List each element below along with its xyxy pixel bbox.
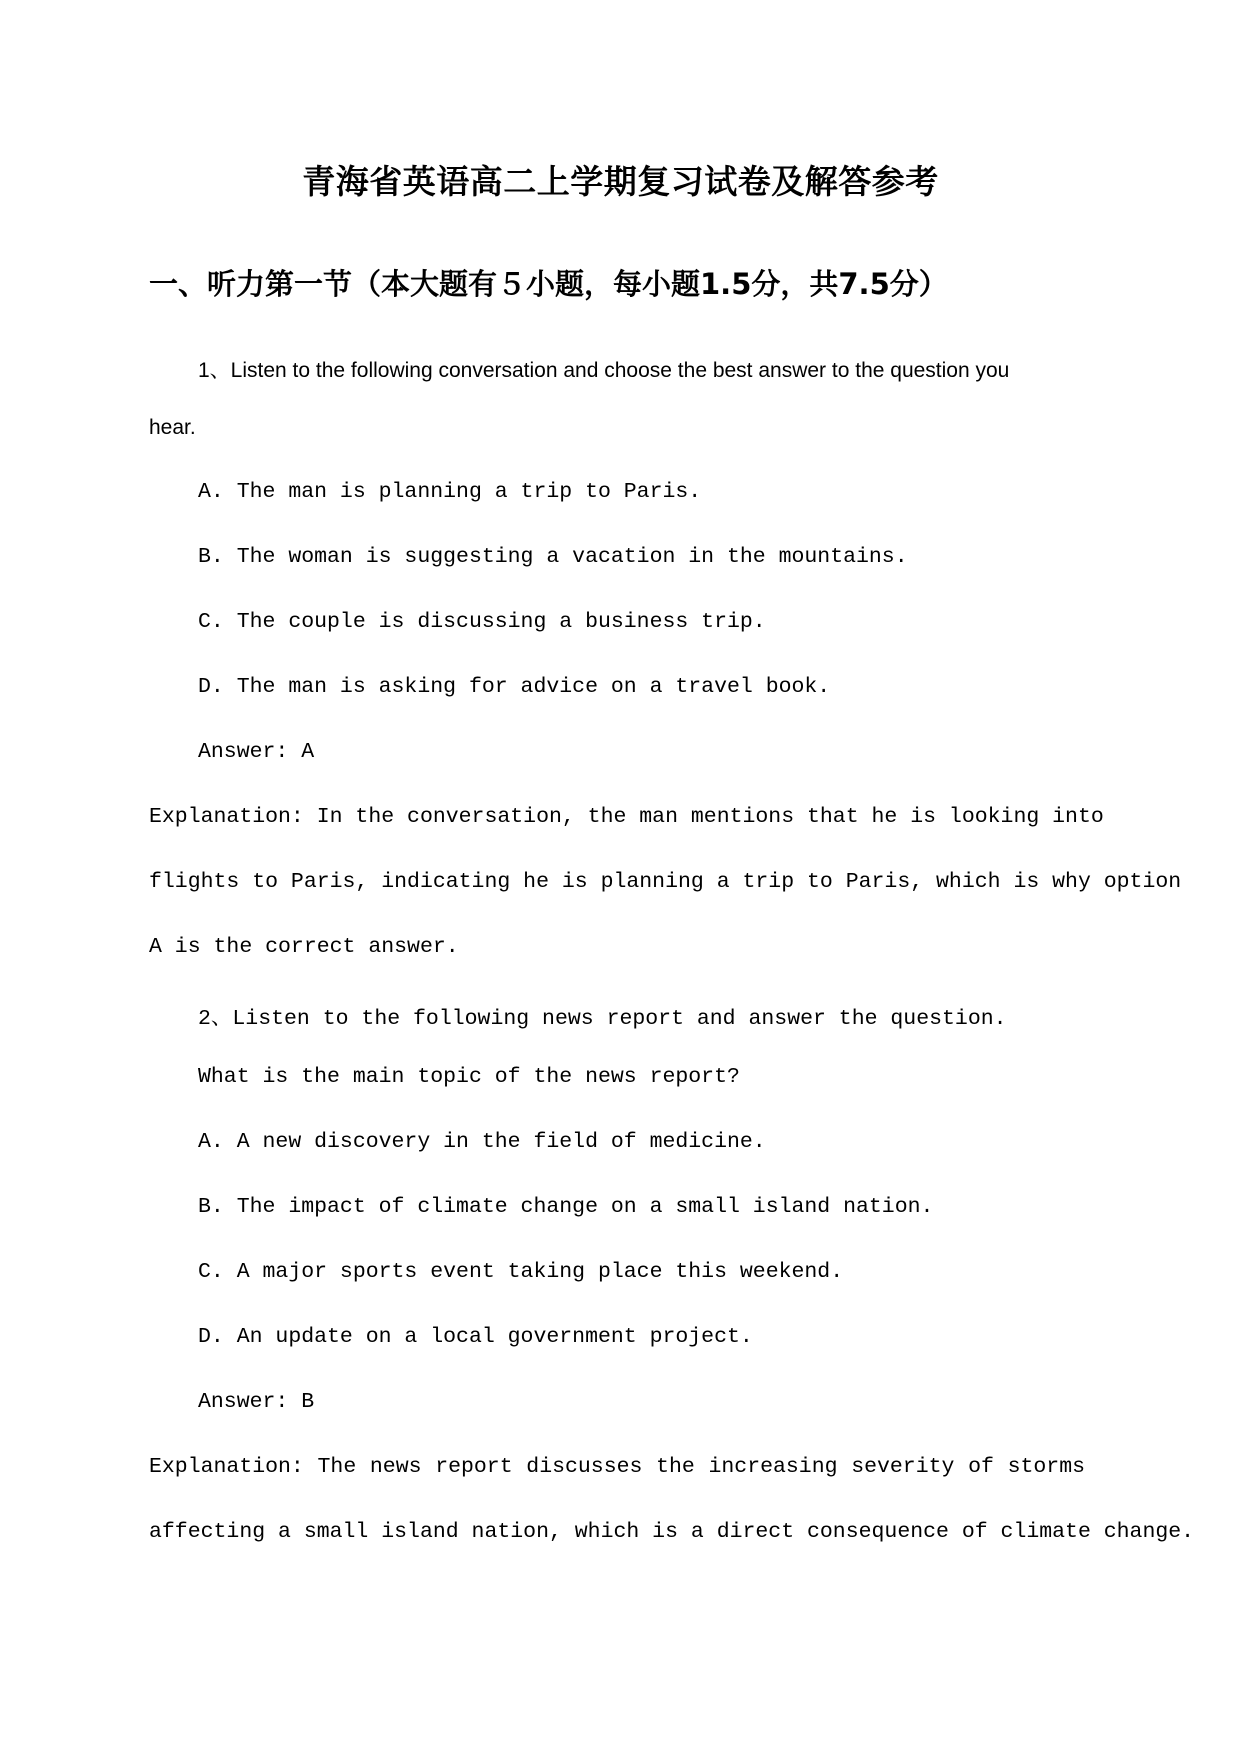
option-c: C. A major sports event taking place this weekend.	[198, 1260, 844, 1284]
option-a: A. The man is planning a trip to Paris.	[198, 480, 702, 504]
question-prompt: What is the main topic of the news report?	[198, 1065, 740, 1089]
option-c: C. The couple is discussing a business trip.	[198, 610, 766, 634]
explanation-line: Explanation: In the conversation, the man mentions that he is looking into	[149, 805, 1104, 829]
answer-line: Answer: B	[198, 1390, 315, 1414]
explanation-line: A is the correct answer.	[149, 935, 459, 959]
option-d: D. The man is asking for advice on a travel book.	[198, 675, 831, 699]
explanation-line: Explanation: The news report discusses the increasing severity of storms	[149, 1455, 1085, 1479]
option-d: D. An update on a local government project.	[198, 1325, 753, 1349]
explanation-line: affecting a small island nation, which is a direct consequence of climate change.	[149, 1520, 1195, 1544]
section-heading: 一、听力第一节（本大题有５小题，每小题1.5分，共7.5分）	[149, 267, 948, 301]
question-prompt: 1、Listen to the following conversation and choose the best answer to the question you	[198, 359, 1010, 382]
question-prompt: hear.	[149, 416, 196, 439]
answer-line: Answer: A	[198, 740, 315, 764]
page-title: 青海省英语高二上学期复习试卷及解答参考	[302, 162, 939, 201]
option-b: B. The impact of climate change on a small island nation.	[198, 1195, 934, 1219]
option-b: B. The woman is suggesting a vacation in the mountains.	[198, 545, 908, 569]
question-prompt: 2、Listen to the following news report and answer the question.	[198, 1007, 1007, 1031]
explanation-line: flights to Paris, indicating he is planning a trip to Paris, which is why option	[149, 870, 1182, 894]
option-a: A. A new discovery in the field of medicine.	[198, 1130, 766, 1154]
